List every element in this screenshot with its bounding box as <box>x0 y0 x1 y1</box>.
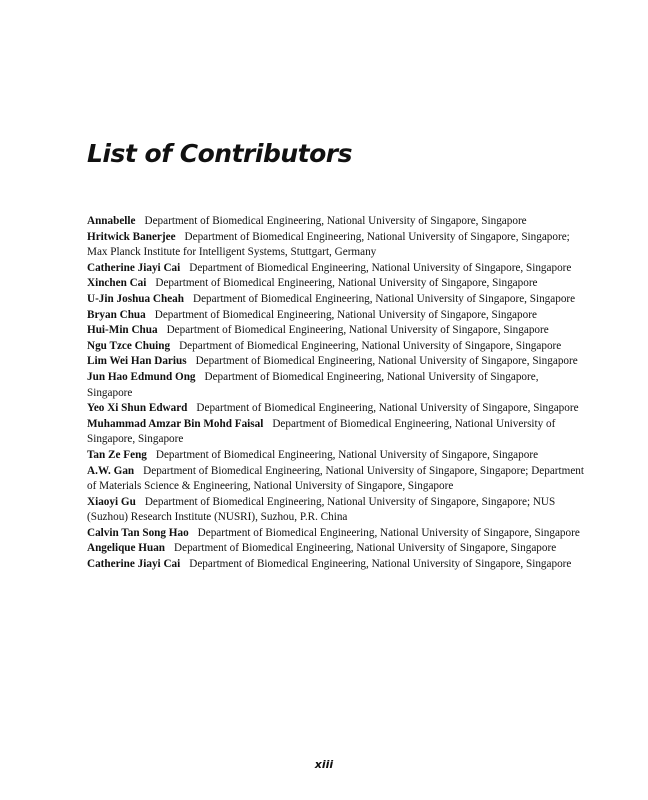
contributor-name: Xinchen Cai <box>87 277 147 290</box>
contributor-list <box>87 214 585 573</box>
contributor-entry <box>87 448 585 464</box>
page-title: List of Contributors <box>87 139 352 168</box>
contributor-entry <box>87 308 585 324</box>
contributor-affiliation: Department of Biomedical Engineering, National University of Singapore, Singapore <box>155 277 538 290</box>
contributor-entry <box>87 495 585 526</box>
contributor-affiliation: Department of Biomedical Engineering, National University of Singapore, Singapore; Department of Materials Science & Engineering, National University of Singapore, Singapore <box>87 464 585 493</box>
contributor-affiliation: Department of Biomedical Engineering, National University of Singapore, Singapore <box>166 324 549 337</box>
contributor-name: Tan Ze Feng <box>87 448 147 461</box>
contributor-affiliation: Department of Biomedical Engineering, National University of Singapore, Singapore <box>189 558 572 571</box>
page-number: xiii <box>314 758 334 771</box>
contributor-affiliation: Department of Biomedical Engineering, National University of Singapore, Singapore <box>87 417 556 446</box>
contributor-name: Calvin Tan Song Hao <box>87 526 189 539</box>
contributor-affiliation: Department of Biomedical Engineering, National University of Singapore, Singapore <box>196 402 579 415</box>
contributor-name: Catherine Jiayi Cai <box>87 261 181 274</box>
contributor-name: Catherine Jiayi Cai <box>87 558 181 571</box>
contributor-affiliation: Department of Biomedical Engineering, National University of Singapore, Singapore <box>144 215 527 227</box>
contributor-name: Hritwick Banerjee <box>87 230 176 243</box>
contributor-entry <box>87 261 585 277</box>
contributor-affiliation: Department of Biomedical Engineering, National University of Singapore, Singapore <box>87 370 539 399</box>
contributor-affiliation: Department of Biomedical Engineering, National University of Singapore, Singapore <box>195 355 578 368</box>
contributor-affiliation: Department of Biomedical Engineering, National University of Singapore, Singapore <box>155 448 539 461</box>
contributor-entry <box>87 292 585 308</box>
contributor-affiliation: Department of Biomedical Engineering, National University of Singapore, Singapore <box>174 542 557 555</box>
contributor-entry <box>87 401 585 417</box>
contributor-affiliation: Department of Biomedical Engineering, National University of Singapore, Singapore <box>197 526 580 539</box>
contributor-entry <box>87 214 585 230</box>
contributor-name: Xiaoyi Gu <box>87 495 136 508</box>
contributor-entry <box>87 339 585 355</box>
contributor-entry <box>87 526 585 542</box>
contributor-entry <box>87 230 585 261</box>
contributor-name: U-Jin Joshua Cheah <box>87 292 184 305</box>
contributor-name: Lim Wei Han Darius <box>87 355 187 368</box>
contributor-name: Hui-Min Chua <box>87 324 158 337</box>
contributor-affiliation: Department of Biomedical Engineering, National University of Singapore, Singapore; Max Planck Institute for Intelligent Systems, Stuttgart, Germany <box>87 230 570 259</box>
contributor-affiliation: Department of Biomedical Engineering, National University of Singapore, Singapore <box>154 308 537 321</box>
contributor-entry <box>87 417 585 448</box>
contributor-name: Yeo Xi Shun Edward <box>87 402 188 415</box>
contributor-entry <box>87 464 585 495</box>
contributor-affiliation: Department of Biomedical Engineering, National University of Singapore, Singapore <box>192 292 576 305</box>
contributor-affiliation: Department of Biomedical Engineering, National University of Singapore, Singapore <box>189 261 572 274</box>
contributor-entry <box>87 370 585 401</box>
contributor-name: Angelique Huan <box>87 542 166 555</box>
contributor-name: A.W. Gan <box>87 464 135 477</box>
contributor-entry <box>87 323 585 339</box>
contributor-name: Muhammad Amzar Bin Mohd Faisal <box>87 417 264 430</box>
contributor-affiliation: Department of Biomedical Engineering, National University of Singapore, Singapore; NUS (Suzhou) Research Institute (NUSRI), Suzhou, P.R. China <box>87 495 556 524</box>
contributor-name: Annabelle <box>87 215 136 227</box>
contributor-affiliation: Department of Biomedical Engineering, National University of Singapore, Singapore <box>179 339 562 352</box>
contributor-name: Bryan Chua <box>87 308 146 321</box>
contributor-entry <box>87 276 585 292</box>
contributor-entry <box>87 557 585 573</box>
contributor-name: Ngu Tzce Chuing <box>87 339 171 352</box>
contributor-entry <box>87 541 585 557</box>
contributor-entry <box>87 354 585 370</box>
contributor-name: Jun Hao Edmund Ong <box>87 370 196 383</box>
